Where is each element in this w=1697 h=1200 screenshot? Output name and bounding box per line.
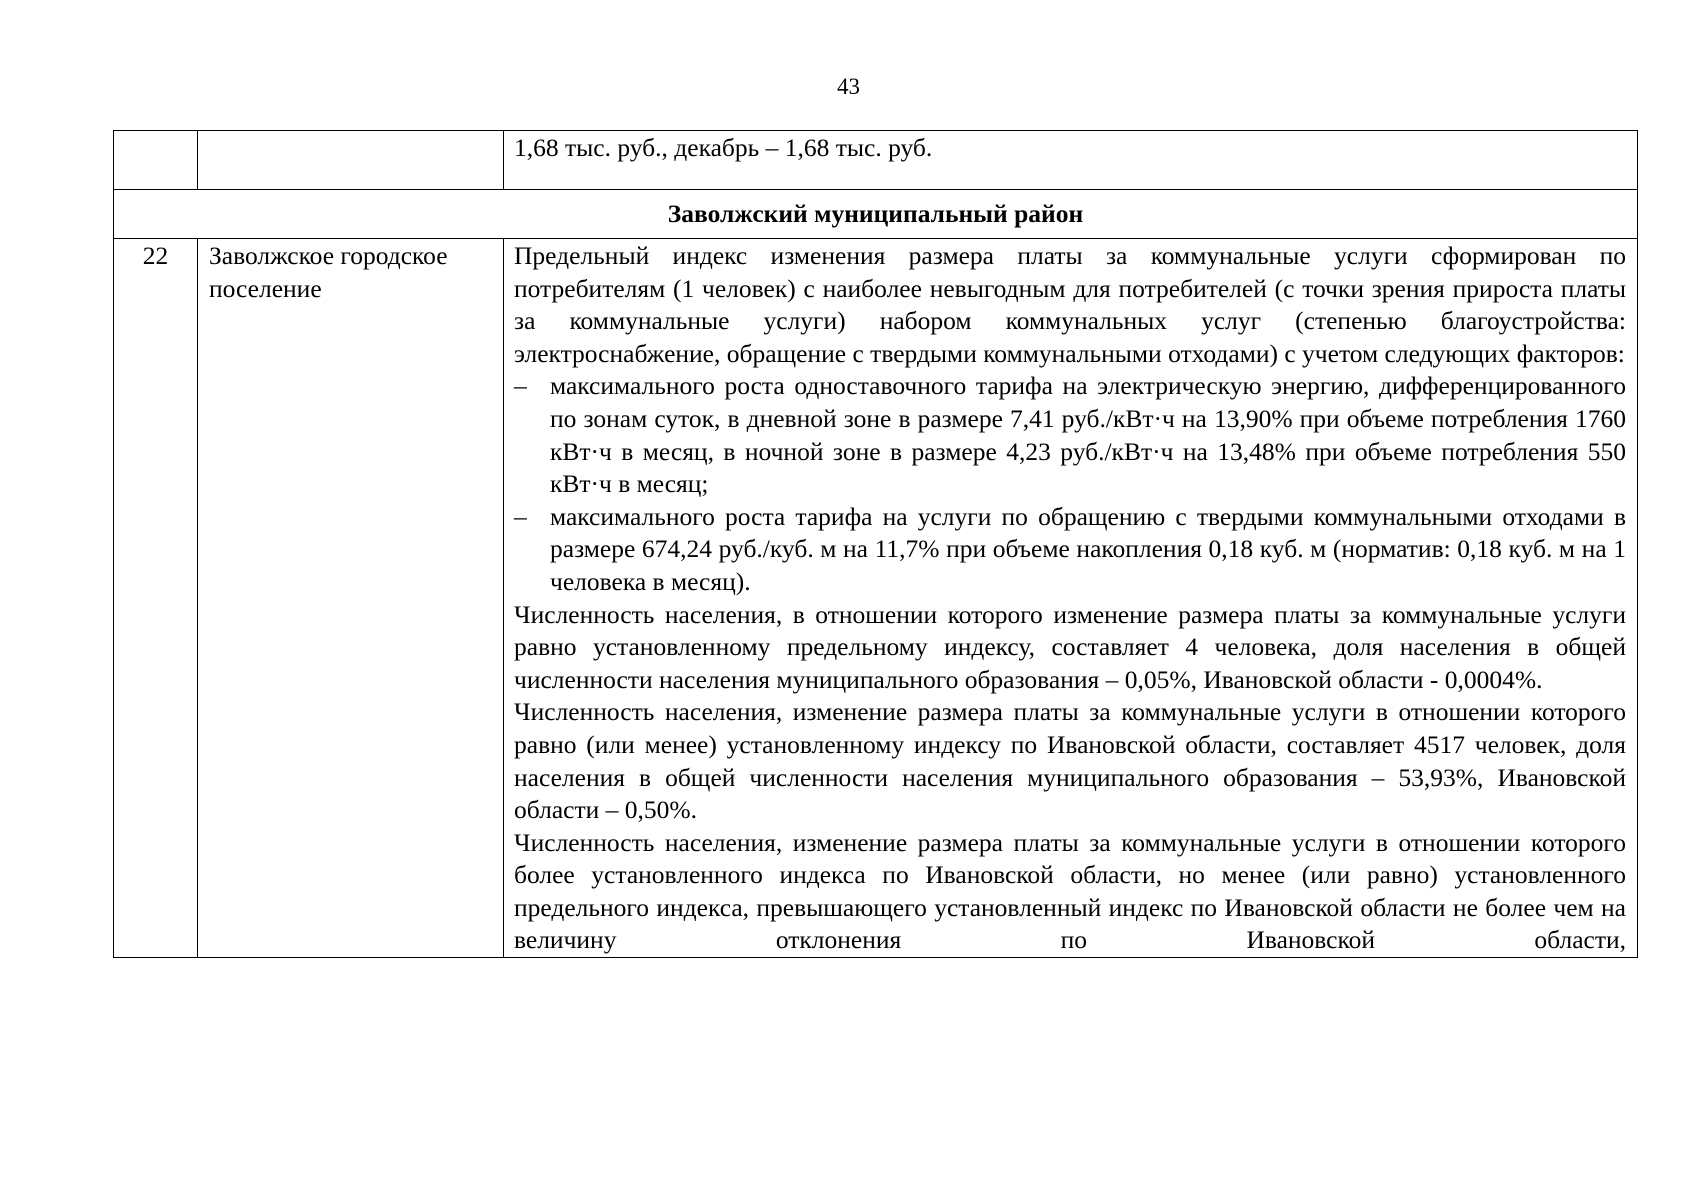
row-number-cell [114, 131, 198, 190]
factor-list-item [514, 370, 1626, 500]
continuation-text: 1,68 тыс. руб., декабрь – 1,68 тыс. руб. [514, 133, 933, 162]
table-row [114, 239, 1638, 958]
factor-text: максимального роста одноставочного тарифа на электрическую энергию, дифференцированного по зонам суток, в дневной зоне в размере 7,41 руб./кВт·ч на 13,90% при объеме потребления 1760 кВт·ч в месяц, в ночной зоне в размере 4,23 руб./кВт·ч на 13,48% при объеме потребления 550 кВт·ч в месяц; [550, 371, 1626, 499]
population-paragraph: Численность населения, изменение размера платы за коммунальные услуги в отношении которого более установленного индекса по Ивановской области, но менее (или равно) установленного предельного индекса, превышающего установленный индекс по Ивановской области не более чем на величину отклонения по Ивановской области, [514, 827, 1626, 955]
population-paragraph: Численность населения, в отношении которого изменение размера платы за коммунальные услуги равно установленному предельному индексу, составляет 4 человека, доля населения в общей численности населения муниципального образования – 0,05%, Ивановской области - 0,0004%. [514, 599, 1626, 694]
row-number-cell: 22 [114, 239, 198, 958]
page-number: 43 [837, 74, 860, 99]
dash-bullet: – [514, 371, 527, 401]
intro-paragraph: Предельный индекс изменения размера платы за коммунальные услуги сформирован по потребителям (1 человек) с наиболее невыгодным для потребителей (с точки зрения прироста платы за коммунальные услуги) набором коммунальных услуг (степенью благоустройства: электроснабжение, обращение с твердыми коммунальными отходами) с учетом следующих факторов: [514, 241, 1626, 368]
municipality-cell [198, 131, 504, 190]
document-table [113, 130, 1638, 958]
table-row-district [114, 190, 1638, 239]
description-cell [504, 131, 1638, 190]
factor-text: максимального роста тарифа на услуги по обращению с твердыми коммунальными отходами в размере 674,24 руб./куб. м на 11,7% при объеме накопления 0,18 куб. м (норматив: 0,18 куб. м на 1 человека в месяц). [550, 501, 1626, 596]
dash-bullet: – [514, 501, 527, 531]
district-heading: Заволжский муниципальный район [114, 190, 1638, 239]
population-paragraph: Численность населения, изменение размера платы за коммунальные услуги в отношении которого равно (или менее) установленному индексу по Ивановской области, составляет 4517 человек, доля населения в общей численности населения муниципального образования – 53,93%, Ивановской области – 0,50%. [514, 697, 1626, 825]
description-cell [504, 239, 1638, 958]
municipality-cell: Заволжское городское поселение [198, 239, 504, 958]
factor-list-item [514, 501, 1626, 599]
table-row-continuation [114, 131, 1638, 190]
